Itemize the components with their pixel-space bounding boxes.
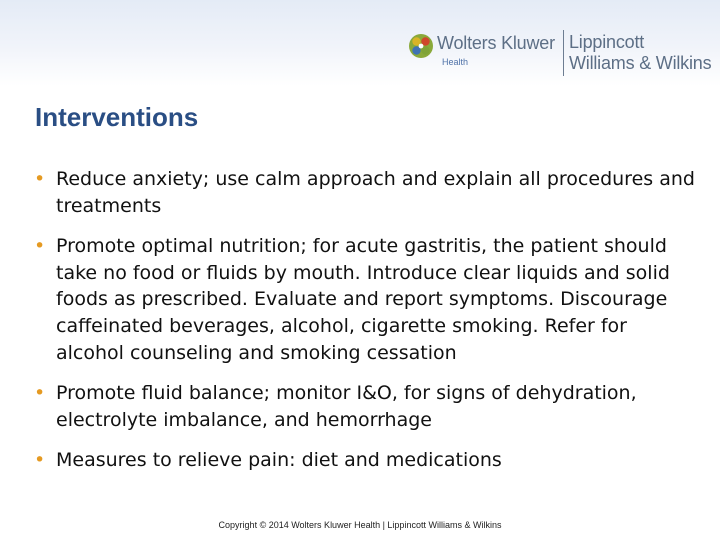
bullet-text: Promote fluid balance; monitor I&O, for signs of dehydration, electrolyte imbalance, and hemorrhage — [56, 382, 637, 431]
bullet-text: Reduce anxiety; use calm approach and explain all procedures and treatments — [56, 168, 695, 217]
logo-divider — [563, 30, 564, 76]
bullet-item — [0, 380, 720, 433]
bullet-text: Measures to relieve pain: diet and medications — [56, 449, 502, 472]
logo-lippincott-text: Lippincott — [569, 32, 645, 52]
bullet-marker-icon: • — [34, 235, 46, 258]
bullet-item — [0, 447, 720, 474]
bullet-item — [0, 233, 720, 366]
publisher-logo — [408, 28, 714, 78]
logo-health-text: Health — [442, 57, 469, 67]
bullet-marker-icon: • — [34, 382, 46, 405]
wolters-kluwer-globe-icon — [408, 33, 434, 59]
slide-title: Interventions — [35, 102, 199, 132]
bullet-list — [0, 166, 720, 488]
logo-wolters-kluwer-text: Wolters Kluwer — [437, 33, 555, 53]
bullet-item — [0, 166, 720, 219]
bullet-text: Promote optimal nutrition; for acute gastritis, the patient should take no food or fluids by mouth. Introduce clear liquids and solid foods as prescribed. Evaluate and report symptoms. Discourage caffeinated beverages, alcohol, cigarette smoking. Refer for alcohol counseling and smoking cessation — [56, 235, 670, 364]
copyright-footer: Copyright © 2014 Wolters Kluwer Health | Lippincott Williams & Wilkins — [218, 520, 502, 530]
logo-williams-wilkins-text: Williams & Wilkins — [569, 53, 712, 73]
bullet-marker-icon: • — [34, 168, 46, 190]
bullet-marker-icon: • — [34, 449, 46, 472]
